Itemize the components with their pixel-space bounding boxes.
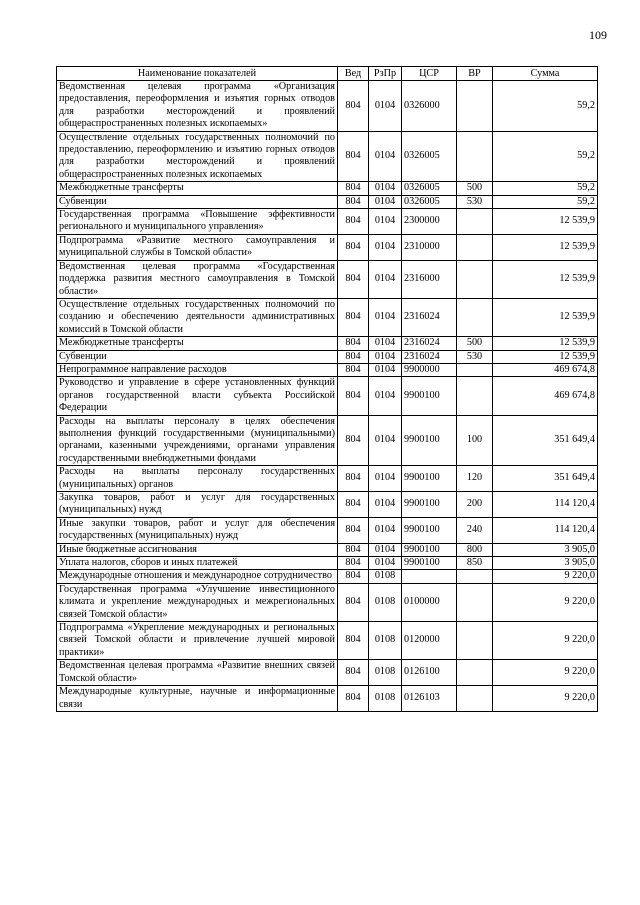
cell-sum: 59,2	[493, 195, 598, 208]
cell-name: Осуществление отдельных государственных полномочий по предоставлению, переоформлению и изъятию горных отводов для разработки месторождений и проявлений общераспространенных полезных ископаемых	[57, 131, 338, 182]
cell-sum: 9 220,0	[493, 570, 598, 583]
cell-sum: 469 674,8	[493, 377, 598, 415]
cell-csr: 2316000	[402, 260, 457, 298]
cell-sum: 3 905,0	[493, 543, 598, 556]
cell-ved: 804	[338, 583, 369, 621]
cell-sum: 9 220,0	[493, 686, 598, 712]
cell-name: Международные культурные, научные и информационные связи	[57, 686, 338, 712]
page-number: 109	[589, 28, 607, 42]
cell-csr: 9900100	[402, 492, 457, 518]
cell-name: Уплата налогов, сборов и иных платежей	[57, 557, 338, 570]
cell-ved: 804	[338, 350, 369, 363]
cell-sum: 59,2	[493, 131, 598, 182]
budget-table	[56, 66, 598, 712]
cell-vr	[457, 622, 493, 660]
table-row	[57, 622, 598, 660]
cell-csr: 2316024	[402, 350, 457, 363]
cell-name: Международные отношения и международное сотрудничество	[57, 570, 338, 583]
cell-rzpr: 0108	[369, 570, 402, 583]
table-row	[57, 557, 598, 570]
cell-name: Ведомственная целевая программа «Развитие внешних связей Томской области»	[57, 660, 338, 686]
cell-sum: 114 120,4	[493, 517, 598, 543]
cell-csr: 9900100	[402, 517, 457, 543]
cell-name: Расходы на выплаты персоналу в целях обеспечения выполнения функций государственными (муниципальными) органами, казенными учреждениями, органами управления государственными внебюджетными фондами	[57, 415, 338, 466]
cell-rzpr: 0104	[369, 195, 402, 208]
cell-csr: 0126100	[402, 660, 457, 686]
cell-name: Ведомственная целевая программа «Организация предоставления, переоформления и изъятия горных отводов для разработки месторождений и проявлений общераспространенных полезных ископаемых»	[57, 81, 338, 132]
cell-vr	[457, 363, 493, 376]
table-row	[57, 350, 598, 363]
cell-ved: 804	[338, 209, 369, 235]
cell-name: Ведомственная целевая программа «Государственная поддержка развития местного самоуправления в Томской области»	[57, 260, 338, 298]
cell-sum: 3 905,0	[493, 557, 598, 570]
cell-sum: 12 539,9	[493, 209, 598, 235]
table-row	[57, 660, 598, 686]
table-row	[57, 131, 598, 182]
cell-rzpr: 0104	[369, 260, 402, 298]
cell-vr: 240	[457, 517, 493, 543]
cell-name: Государственная программа «Повышение эффективности регионального и муниципального управления»	[57, 209, 338, 235]
cell-sum: 12 539,9	[493, 298, 598, 336]
table-row	[57, 363, 598, 376]
table-row	[57, 570, 598, 583]
cell-vr: 100	[457, 415, 493, 466]
cell-sum: 9 220,0	[493, 660, 598, 686]
cell-rzpr: 0104	[369, 131, 402, 182]
cell-name: Расходы на выплаты персоналу государственных (муниципальных) органов	[57, 466, 338, 492]
cell-vr: 850	[457, 557, 493, 570]
cell-sum: 12 539,9	[493, 234, 598, 260]
cell-name: Субвенции	[57, 350, 338, 363]
cell-ved: 804	[338, 570, 369, 583]
cell-vr	[457, 570, 493, 583]
cell-ved: 804	[338, 195, 369, 208]
cell-vr	[457, 686, 493, 712]
cell-rzpr: 0104	[369, 81, 402, 132]
table-row	[57, 260, 598, 298]
cell-csr: 9900100	[402, 415, 457, 466]
cell-ved: 804	[338, 260, 369, 298]
table-row	[57, 234, 598, 260]
cell-ved: 804	[338, 298, 369, 336]
cell-ved: 804	[338, 557, 369, 570]
cell-vr: 200	[457, 492, 493, 518]
cell-ved: 804	[338, 622, 369, 660]
cell-csr: 9900100	[402, 557, 457, 570]
cell-rzpr: 0104	[369, 298, 402, 336]
cell-ved: 804	[338, 686, 369, 712]
cell-vr	[457, 209, 493, 235]
table-row	[57, 298, 598, 336]
cell-csr: 2300000	[402, 209, 457, 235]
cell-name: Непрограммное направление расходов	[57, 363, 338, 376]
cell-name: Осуществление отдельных государственных полномочий по созданию и обеспечению деятельности административных комиссий в Томской области	[57, 298, 338, 336]
cell-sum: 59,2	[493, 81, 598, 132]
table-row	[57, 182, 598, 195]
cell-csr: 9900100	[402, 377, 457, 415]
cell-ved: 804	[338, 363, 369, 376]
table-row	[57, 81, 598, 132]
table-row	[57, 686, 598, 712]
table-row	[57, 543, 598, 556]
cell-sum: 12 539,9	[493, 350, 598, 363]
cell-rzpr: 0104	[369, 415, 402, 466]
cell-ved: 804	[338, 81, 369, 132]
cell-sum: 351 649,4	[493, 415, 598, 466]
cell-ved: 804	[338, 182, 369, 195]
cell-ved: 804	[338, 660, 369, 686]
header-ved: Вед	[338, 67, 369, 81]
cell-rzpr: 0108	[369, 583, 402, 621]
cell-csr: 0326005	[402, 195, 457, 208]
cell-rzpr: 0104	[369, 492, 402, 518]
cell-sum: 9 220,0	[493, 622, 598, 660]
table-row	[57, 492, 598, 518]
cell-sum: 59,2	[493, 182, 598, 195]
cell-rzpr: 0108	[369, 686, 402, 712]
cell-ved: 804	[338, 337, 369, 350]
cell-ved: 804	[338, 543, 369, 556]
cell-sum: 12 539,9	[493, 260, 598, 298]
table-row	[57, 415, 598, 466]
header-vr: ВР	[457, 67, 493, 81]
cell-ved: 804	[338, 415, 369, 466]
cell-ved: 804	[338, 466, 369, 492]
table-row	[57, 517, 598, 543]
cell-csr: 0120000	[402, 622, 457, 660]
cell-vr: 530	[457, 350, 493, 363]
cell-csr: 2316024	[402, 337, 457, 350]
cell-name: Подпрограмма «Развитие местного самоуправления и муниципальной службы в Томской области»	[57, 234, 338, 260]
cell-csr	[402, 570, 457, 583]
cell-vr: 530	[457, 195, 493, 208]
cell-csr: 0326005	[402, 182, 457, 195]
cell-name: Закупка товаров, работ и услуг для государственных (муниципальных) нужд	[57, 492, 338, 518]
cell-rzpr: 0104	[369, 350, 402, 363]
cell-vr: 500	[457, 337, 493, 350]
table-row	[57, 583, 598, 621]
cell-rzpr: 0108	[369, 622, 402, 660]
cell-rzpr: 0104	[369, 209, 402, 235]
cell-csr: 9900000	[402, 363, 457, 376]
cell-vr: 120	[457, 466, 493, 492]
cell-rzpr: 0104	[369, 234, 402, 260]
cell-ved: 804	[338, 517, 369, 543]
cell-ved: 804	[338, 234, 369, 260]
cell-vr	[457, 260, 493, 298]
cell-vr: 800	[457, 543, 493, 556]
cell-name: Подпрограмма «Укрепление международных и региональных связей Томской области и привлечение лучшей мировой практики»	[57, 622, 338, 660]
cell-name: Межбюджетные трансферты	[57, 337, 338, 350]
cell-csr: 9900100	[402, 466, 457, 492]
cell-vr	[457, 131, 493, 182]
cell-rzpr: 0104	[369, 182, 402, 195]
cell-sum: 9 220,0	[493, 583, 598, 621]
cell-sum: 469 674,8	[493, 363, 598, 376]
cell-vr	[457, 298, 493, 336]
cell-name: Субвенции	[57, 195, 338, 208]
table-row	[57, 466, 598, 492]
cell-sum: 351 649,4	[493, 466, 598, 492]
cell-vr	[457, 377, 493, 415]
table-row	[57, 377, 598, 415]
cell-vr	[457, 81, 493, 132]
cell-rzpr: 0104	[369, 517, 402, 543]
cell-vr	[457, 583, 493, 621]
cell-csr: 2316024	[402, 298, 457, 336]
header-rzpr: РзПр	[369, 67, 402, 81]
cell-csr: 0326005	[402, 131, 457, 182]
header-sum: Сумма	[493, 67, 598, 81]
header-csr: ЦСР	[402, 67, 457, 81]
cell-vr	[457, 234, 493, 260]
cell-rzpr: 0104	[369, 337, 402, 350]
table-header-row	[57, 67, 598, 81]
table-row	[57, 337, 598, 350]
cell-csr: 9900100	[402, 543, 457, 556]
cell-rzpr: 0104	[369, 363, 402, 376]
cell-name: Иные закупки товаров, работ и услуг для обеспечения государственных (муниципальных) нужд	[57, 517, 338, 543]
cell-csr: 0100000	[402, 583, 457, 621]
header-name: Наименование показателей	[57, 67, 338, 81]
cell-rzpr: 0104	[369, 466, 402, 492]
cell-ved: 804	[338, 377, 369, 415]
cell-name: Государственная программа «Улучшение инвестиционного климата и укрепление международных и межрегиональных связей Томской области»	[57, 583, 338, 621]
cell-name: Иные бюджетные ассигнования	[57, 543, 338, 556]
cell-rzpr: 0104	[369, 557, 402, 570]
cell-rzpr: 0108	[369, 660, 402, 686]
cell-ved: 804	[338, 131, 369, 182]
table-row	[57, 195, 598, 208]
table-row	[57, 209, 598, 235]
cell-csr: 2310000	[402, 234, 457, 260]
cell-rzpr: 0104	[369, 543, 402, 556]
cell-vr	[457, 660, 493, 686]
cell-csr: 0326000	[402, 81, 457, 132]
cell-name: Руководство и управление в сфере установленных функций органов государственной власти субъекта Российской Федерации	[57, 377, 338, 415]
cell-name: Межбюджетные трансферты	[57, 182, 338, 195]
cell-vr: 500	[457, 182, 493, 195]
cell-sum: 12 539,9	[493, 337, 598, 350]
cell-ved: 804	[338, 492, 369, 518]
cell-rzpr: 0104	[369, 377, 402, 415]
cell-sum: 114 120,4	[493, 492, 598, 518]
cell-csr: 0126103	[402, 686, 457, 712]
